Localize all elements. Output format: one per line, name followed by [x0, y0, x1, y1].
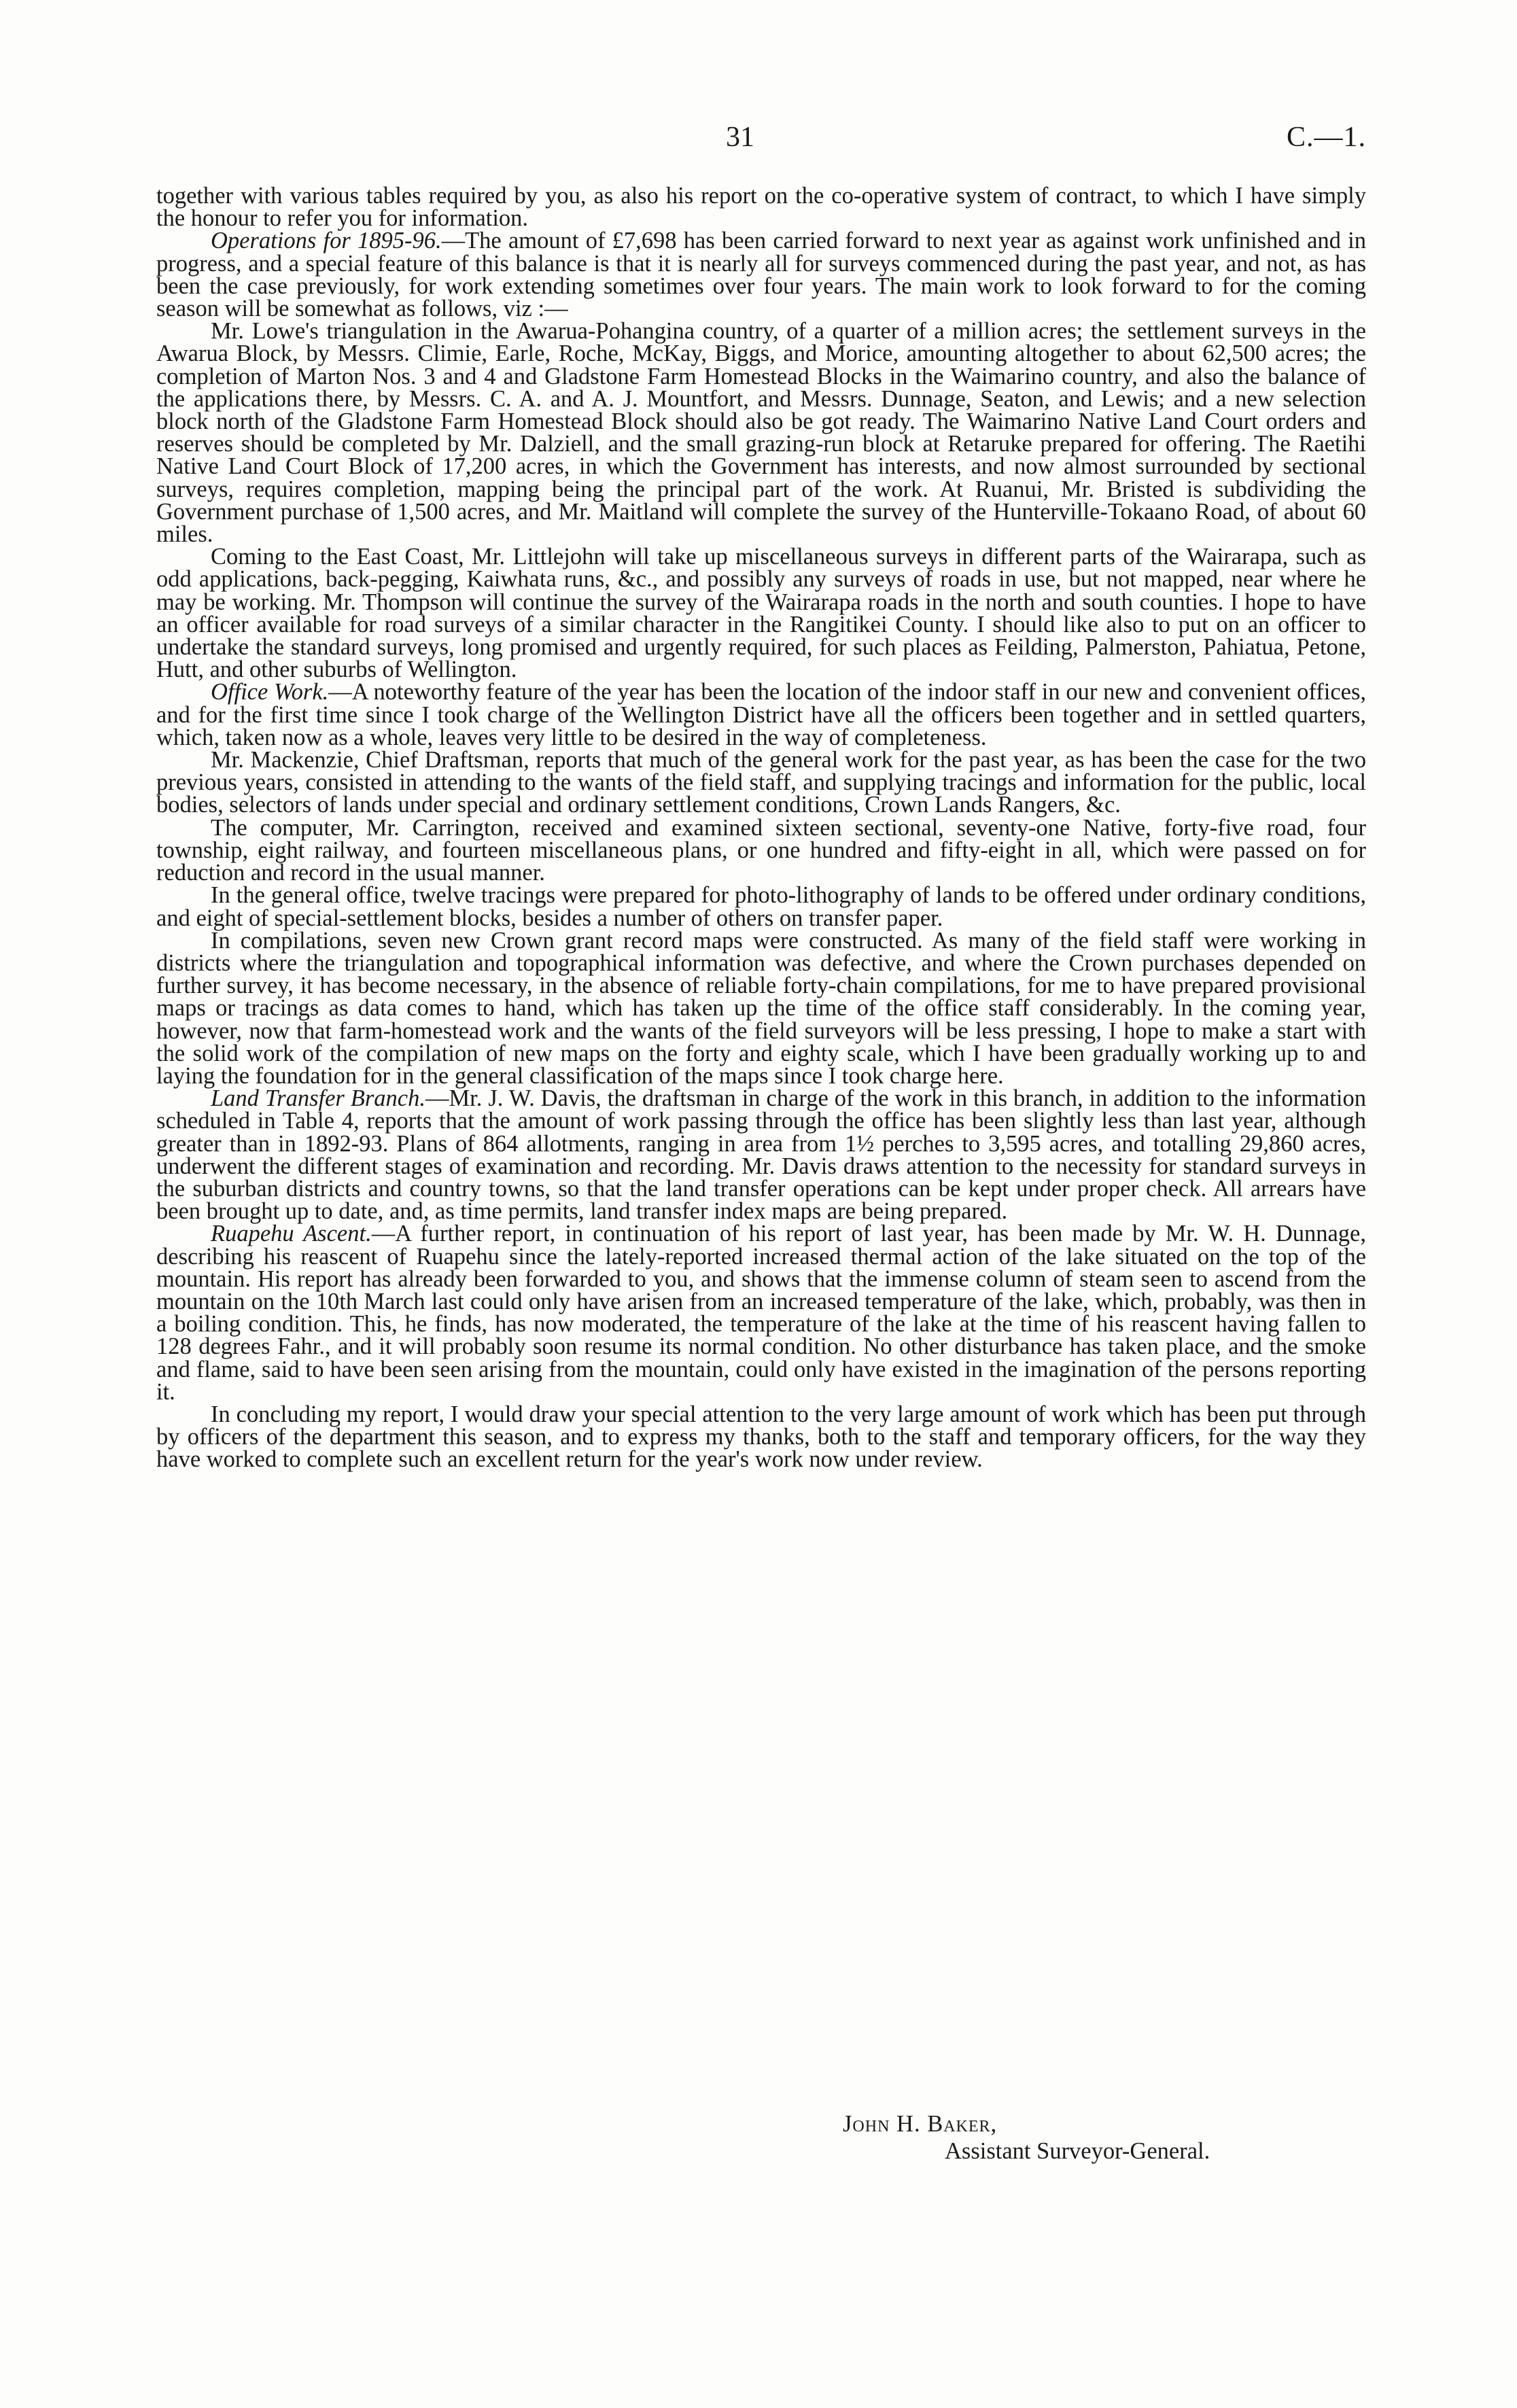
section-heading-land-transfer: Land Transfer Branch.	[211, 1085, 425, 1112]
paragraph-computer	[156, 814, 1366, 886]
paragraph-text: —The amount of £7,698 has been carried forward to next year as against work unfinished and in progress, and a special feature of this balance is that it is nearly all for surveys commenced during the past year, and not, as has been the case previously, for work extending sometimes over four years. The main work to look forward to for the coming season will be somewhat as follows, viz :—	[156, 228, 1366, 322]
signatory-title: Assistant Surveyor-General.	[945, 2138, 1210, 2164]
signature-block	[843, 2110, 1210, 2165]
section-heading-office-work: Office Work.	[211, 679, 329, 705]
paragraph-text: —A further report, in continuation of his report of last year, has been made by Mr. W. H. Dunnage, describing his reascent of Ruapehu since the lately-reported increased thermal action of the lake situated on the top of the mountain. His report has already been forwarded to you, and shows that the immense column of steam seen to ascend from the mountain on the 10th March last could only have arisen from an increased temperature of the lake, which, probably, was then in a boiling condition. This, he finds, has now moderated, the temperature of the lake at the time of his reascent having fallen to 128 degrees Fahr., and it will probably soon resume its normal condition. No other disturbance has taken place, and the smoke and flame, said to have been seen arising from the mountain, could only have existed in the imagination of the persons reporting it.	[156, 1221, 1366, 1405]
paragraph-east-coast	[156, 546, 1366, 681]
paragraph-continuation	[156, 185, 1366, 230]
paragraph-general-office	[156, 884, 1366, 929]
document-code: C.—1.	[1286, 122, 1366, 153]
paragraph-text: Mr. Lowe's triangulation in the Awarua-Pohangina country, of a quarter of a million acres; the settlement surveys in the Awarua Block, by Messrs. Climie, Earle, Roche, McKay, Biggs, and Morice, amounting altogether to about 62,500 acres; the completion of Marton Nos. 3 and 4 and Gladstone Farm Homestead Blocks in the Waimarino country, and also the balance of the applications there, by Messrs. C. A. and A. J. Mountfort, and Messrs. Dunnage, Seaton, and Lewis; and a new selection block north of the Gladstone Farm Homestead Block should also be got ready. The Waimarino Native Land Court orders and reserves should be completed by Mr. Dalziell, and the small grazing-run block at Retaruke prepared for offering. The Raetihi Native Land Court Block of 17,200 acres, in which the Government has interests, and now almost surrounded by sectional surveys, requires completion, mapping being the principal part of the work. At Ruanui, Mr. Bristed is subdividing the Government purchase of 1,500 acres, and Mr. Maitland will complete the survey of the Hunterville-Tokaano Road, of about 60 miles.	[156, 318, 1366, 548]
page-header	[156, 121, 1366, 162]
paragraph-compilations	[156, 927, 1366, 1089]
section-heading-ruapehu: Ruapehu Ascent.	[211, 1221, 372, 1247]
paragraph-text: —Mr. J. W. Davis, the draftsman in charge of the work in this branch, in addition to the information scheduled in Table 4, reports that the amount of work passing through the office has been slightly less than last year, although greater than in 1892-93. Plans of 864 allotments, ranging in area from 1½ perches to 3,595 acres, and totalling 29,860 acres, underwent the different stages of examination and recording. Mr. Davis draws attention to the necessity for standard surveys in the suburban districts and country towns, so that the land transfer operations can be kept under proper check. All arrears have been brought up to date, and, as time permits, land transfer index maps are being prepared.	[156, 1085, 1366, 1225]
paragraph-text: —A noteworthy feature of the year has been the location of the indoor staff in our new and convenient offices, and for the first time since I took charge of the Wellington District have all the officers been together and in settled quarters, which, taken now as a whole, leaves very little to be desired in the way of completeness.	[156, 679, 1366, 750]
paragraph-text: In concluding my report, I would draw your special attention to the very large amount of work which has been put through by officers of the department this season, and to express my thanks, both to the staff and temporary officers, for the way they have worked to complete such an excellent return for the year's work now under review.	[156, 1401, 1366, 1473]
page-number: 31	[726, 122, 754, 153]
paragraph-ruapehu	[156, 1223, 1366, 1403]
paragraph-text: In the general office, twelve tracings were prepared for photo-lithography of lands to be offered under ordinary conditions, and eight of special-settlement blocks, besides a number of others on transfer paper.	[156, 882, 1366, 931]
signatory-name: John H. Baker,	[843, 2111, 998, 2137]
paragraph-text: Coming to the East Coast, Mr. Littlejohn will take up miscellaneous surveys in different parts of the Wairarapa, such as odd applications, back-pegging, Kaiwhata runs, &c., and possibly any surveys of roads in use, but not mapped, near where he may be working. Mr. Thompson will continue the survey of the Wairarapa roads in the north and south counties. I hope to have an officer available for road surveys of a similar character in the Rangitikei County. I should like also to put on an officer to undertake the standard surveys, long promised and urgently required, for such places as Feilding, Palmerston, Pahiatua, Petone, Hutt, and other suburbs of Wellington.	[156, 544, 1366, 683]
paragraph-operations	[156, 230, 1366, 320]
paragraph-text: The computer, Mr. Carrington, received and examined sixteen sectional, seventy-one Native, forty-five road, four township, eight railway, and fourteen miscellaneous plans, or one hundred and fifty-eight in all, which were passed on for reduction and record in the usual manner.	[156, 814, 1366, 886]
paragraph-text: Mr. Mackenzie, Chief Draftsman, reports that much of the general work for the past year, as has been the case for the two previous years, consisted in attending to the wants of the field staff, and supplying tracings and information for the public, local bodies, selectors of lands under special and ordinary settlement conditions, Crown Lands Rangers, &c.	[156, 747, 1366, 818]
paragraph-office-work	[156, 681, 1366, 749]
paragraph-text: In compilations, seven new Crown grant record maps were constructed. As many of the field staff were working in districts where the triangulation and topographical information was defective, and where the Crown purchases depended on further survey, it has become necessary, in the absence of reliable forty-chain compilations, for me to have prepared provisional maps or tracings as data comes to hand, which has taken up the time of the office staff considerably. In the coming year, however, now that farm-homestead work and the wants of the field surveyors will be less pressing, I hope to make a start with the solid work of the compilation of new maps on the forty and eighty scale, which I have been gradually working up to and laying the foundation for in the general classification of the maps since I took charge here.	[156, 927, 1366, 1089]
section-heading-operations: Operations for 1895-96.	[211, 228, 442, 254]
paragraph-concluding	[156, 1403, 1366, 1471]
paragraph-main-work	[156, 320, 1366, 546]
paragraph-chief-draftsman	[156, 749, 1366, 817]
paragraph-land-transfer	[156, 1087, 1366, 1223]
report-body	[156, 185, 1366, 1471]
paragraph-text: together with various tables required by you, as also his report on the co-operative system of contract, to which I have simply the honour to refer you for information.	[156, 183, 1366, 232]
